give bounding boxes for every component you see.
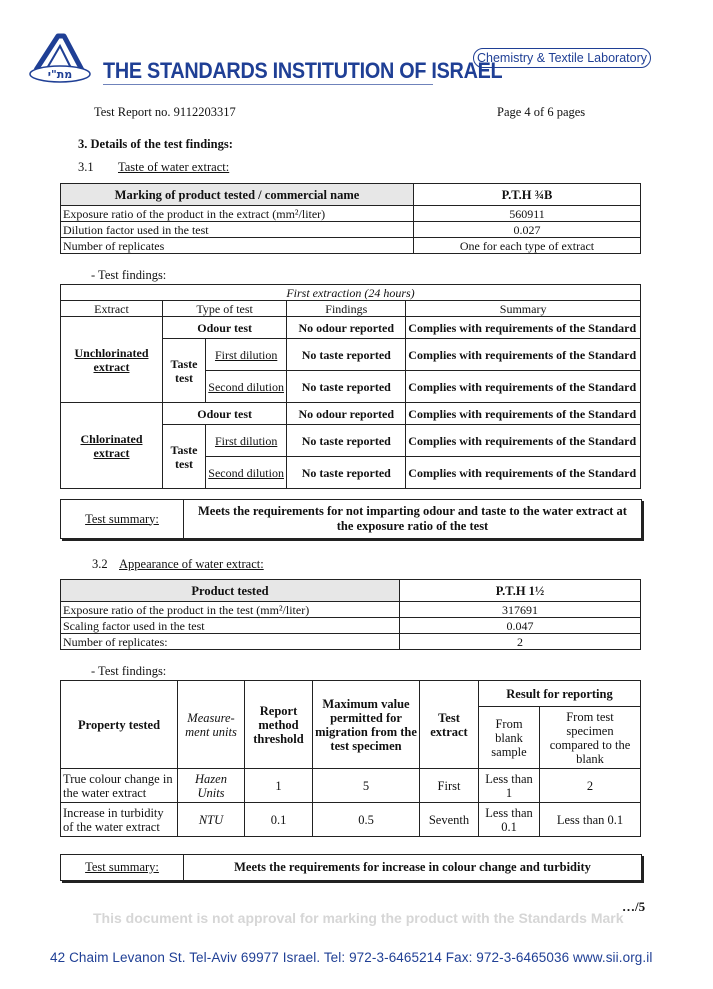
col-result: Result for reporting <box>479 681 641 707</box>
finding: No taste reported <box>287 425 406 457</box>
first-dilution: First dilution <box>206 339 287 371</box>
finding: No taste reported <box>287 457 406 489</box>
appearance-info-table <box>60 579 641 650</box>
taste-info-table <box>60 183 641 254</box>
taste-test: Taste test <box>163 339 206 403</box>
sii-logo <box>24 30 96 86</box>
col-blank: From blank sample <box>479 707 540 769</box>
second-dilution: Second dilution <box>206 371 287 403</box>
appearance-test-summary <box>60 854 642 881</box>
row-extract: Seventh <box>420 803 479 837</box>
info-label: Scaling factor used in the test <box>61 618 400 634</box>
odour-test: Odour test <box>163 317 287 339</box>
summary: Complies with requirements of the Standard <box>406 317 641 339</box>
info-label: Number of replicates: <box>61 634 400 650</box>
finding: No taste reported <box>287 371 406 403</box>
summary-label: Test summary: <box>61 500 184 538</box>
info-value: 0.027 <box>414 222 641 238</box>
row-specimen: Less than 0.1 <box>540 803 641 837</box>
col-header: Summary <box>406 301 641 317</box>
section-title: 3. Details of the test findings: <box>78 137 233 151</box>
summary: Complies with requirements of the Standard <box>406 403 641 425</box>
page-indicator: Page 4 of 6 pages <box>497 105 586 119</box>
col-units: Measure-ment units <box>178 681 245 769</box>
summary: Complies with requirements of the Standard <box>406 425 641 457</box>
row-threshold: 1 <box>245 769 313 803</box>
first-dilution: First dilution <box>206 425 287 457</box>
subsection-title: Appearance of water extract: <box>119 557 264 571</box>
col-extract: Test extract <box>420 681 479 769</box>
info-head-value: P.T.H ¾B <box>414 184 641 206</box>
row-blank: Less than 0.1 <box>479 803 540 837</box>
info-head-label: Product tested <box>61 580 400 602</box>
header-divider <box>103 84 433 85</box>
finding: No odour reported <box>287 403 406 425</box>
col-header: Extract <box>61 301 163 317</box>
info-label: Dilution factor used in the test <box>61 222 414 238</box>
col-header: Type of test <box>163 301 287 317</box>
subsection-number: 3.2 <box>92 557 108 571</box>
report-number: Test Report no. 9112203317 <box>94 105 236 119</box>
info-value: 2 <box>400 634 641 650</box>
finding: No taste reported <box>287 339 406 371</box>
org-name: THE STANDARDS INSTITUTION OF ISRAEL <box>103 58 503 83</box>
info-value: 317691 <box>400 602 641 618</box>
summary-text: Meets the requirements for not imparting odour and taste to the water extract at the exposure ratio of the test <box>198 504 627 533</box>
col-header: Findings <box>287 301 406 317</box>
odour-test: Odour test <box>163 403 287 425</box>
findings-label: - Test findings: <box>91 664 167 678</box>
info-value: 560911 <box>414 206 641 222</box>
row-blank: Less than 1 <box>479 769 540 803</box>
info-value: 0.047 <box>400 618 641 634</box>
appearance-findings-table <box>60 680 641 837</box>
info-head-label: Marking of product tested / commercial name <box>61 184 414 206</box>
col-max: Maximum value permitted for migration from the test specimen <box>313 681 420 769</box>
summary: Complies with requirements of the Standard <box>406 339 641 371</box>
row-max: 0.5 <box>313 803 420 837</box>
second-dilution: Second dilution <box>206 457 287 489</box>
watermark-notice: This document is not approval for marking the product with the Standards Mark <box>93 910 624 926</box>
col-specimen: From test specimen compared to the blank <box>540 707 641 769</box>
row-extract: First <box>420 769 479 803</box>
logo-text: מת"י <box>47 68 73 81</box>
finding: No odour reported <box>287 317 406 339</box>
info-label: Number of replicates <box>61 238 414 254</box>
row-threshold: 0.1 <box>245 803 313 837</box>
subsection-number: 3.1 <box>78 160 94 174</box>
row-property: True colour change in the water extract <box>61 769 178 803</box>
row-property: Increase in turbidity of the water extract <box>61 803 178 837</box>
info-value: One for each type of extract <box>414 238 641 254</box>
summary-text: Meets the requirements for increase in colour change and turbidity <box>234 860 591 874</box>
taste-findings-table <box>60 284 641 489</box>
footer-address: 42 Chaim Levanon St. Tel-Aviv 69977 Israel. Tel: 972-3-6465214 Fax: 972-3-6465036 www.sii.org.il <box>50 950 653 965</box>
summary: Complies with requirements of the Standard <box>406 457 641 489</box>
summary-label: Test summary: <box>61 855 184 880</box>
findings-caption: First extraction (24 hours) <box>61 285 641 301</box>
row-max: 5 <box>313 769 420 803</box>
extract-unchlorinated: Unchlorinated extract <box>61 317 163 403</box>
lab-badge: Chemistry & Textile Laboratory <box>473 48 651 68</box>
continuation-marker: …/5 <box>622 899 646 914</box>
subsection-title: Taste of water extract: <box>118 160 230 174</box>
findings-label: - Test findings: <box>91 268 167 282</box>
info-label: Exposure ratio of the product in the test (mm²/liter) <box>61 602 400 618</box>
taste-test: Taste test <box>163 425 206 489</box>
summary: Complies with requirements of the Standard <box>406 371 641 403</box>
info-label: Exposure ratio of the product in the extract (mm²/liter) <box>61 206 414 222</box>
info-head-value: P.T.H 1½ <box>400 580 641 602</box>
col-threshold: Report method threshold <box>245 681 313 769</box>
row-specimen: 2 <box>540 769 641 803</box>
taste-test-summary <box>60 499 642 539</box>
extract-chlorinated: Chlorinated extract <box>61 403 163 489</box>
row-units: Hazen Units <box>178 769 245 803</box>
row-units: NTU <box>178 803 245 837</box>
col-property: Property tested <box>61 681 178 769</box>
